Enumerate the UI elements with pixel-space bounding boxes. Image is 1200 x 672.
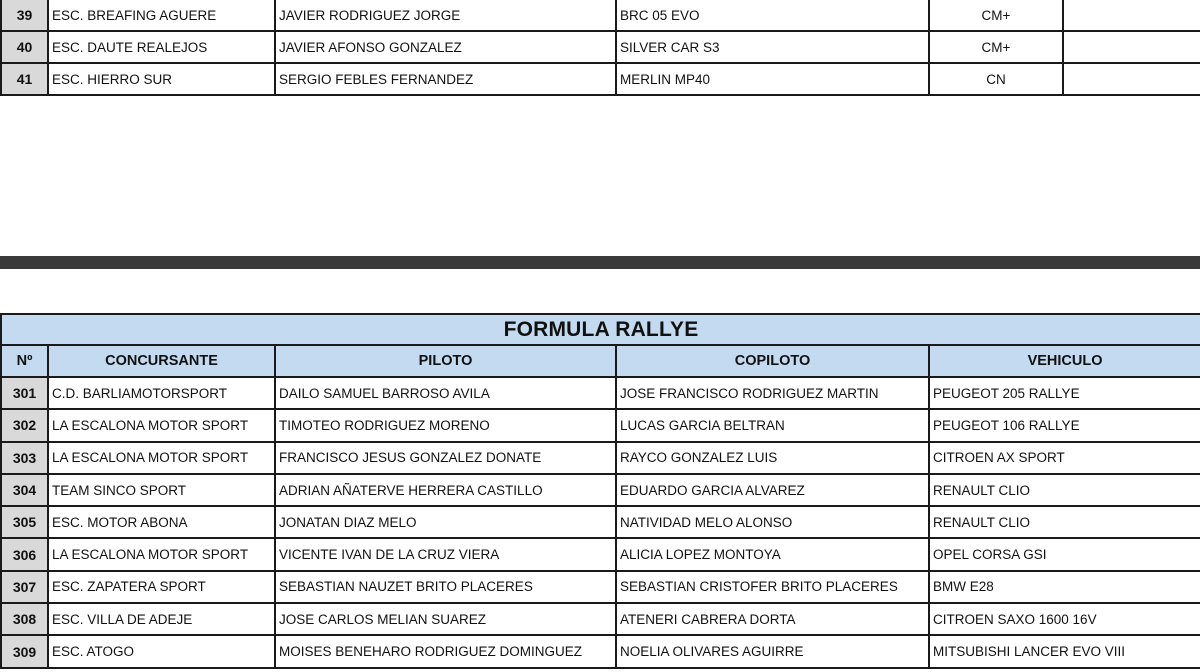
vehiculo-cell: PEUGEOT 106 RALLYE: [929, 409, 1200, 441]
table-row: [1, 442, 1200, 474]
concursante-cell: ESC. ZAPATERA SPORT: [48, 571, 275, 603]
concursante-cell: ESC. BREAFING AGUERE: [48, 0, 275, 31]
piloto-cell: JOSE CARLOS MELIAN SUAREZ: [275, 603, 616, 635]
table-title-row: [1, 314, 1200, 345]
piloto-cell: SERGIO FEBLES FERNANDEZ: [275, 63, 616, 95]
copiloto-cell: NATIVIDAD MELO ALONSO: [616, 506, 929, 538]
entry-number: 307: [1, 571, 48, 603]
vehiculo-cell: CITROEN SAXO 1600 16V: [929, 603, 1200, 635]
section-title: FORMULA RALLYE: [1, 314, 1200, 345]
header-concursante: CONCURSANTE: [48, 345, 275, 377]
concursante-cell: LA ESCALONA MOTOR SPORT: [48, 409, 275, 441]
piloto-cell: JAVIER RODRIGUEZ JORGE: [275, 0, 616, 31]
table-row: [1, 506, 1200, 538]
vehiculo-cell: CITROEN AX SPORT: [929, 442, 1200, 474]
table-row: [1, 571, 1200, 603]
copiloto-cell: RAYCO GONZALEZ LUIS: [616, 442, 929, 474]
copiloto-cell: ATENERI CABRERA DORTA: [616, 603, 929, 635]
vehiculo-cell: SILVER CAR S3: [616, 31, 929, 63]
section-divider: [0, 256, 1200, 269]
concursante-cell: LA ESCALONA MOTOR SPORT: [48, 442, 275, 474]
piloto-cell: JAVIER AFONSO GONZALEZ: [275, 31, 616, 63]
header-num: Nº: [1, 345, 48, 377]
table-row: [1, 0, 1200, 31]
copiloto-cell: ALICIA LOPEZ MONTOYA: [616, 538, 929, 570]
entry-number: 302: [1, 409, 48, 441]
entry-number: 309: [1, 635, 48, 667]
entry-number: 304: [1, 474, 48, 506]
concursante-cell: ESC. MOTOR ABONA: [48, 506, 275, 538]
entry-number: 308: [1, 603, 48, 635]
table-row: [1, 635, 1200, 667]
piloto-cell: TIMOTEO RODRIGUEZ MORENO: [275, 409, 616, 441]
empty-cell: [1063, 63, 1200, 95]
vehiculo-cell: BMW E28: [929, 571, 1200, 603]
table-row: [1, 538, 1200, 570]
piloto-cell: ADRIAN AÑATERVE HERRERA CASTILLO: [275, 474, 616, 506]
table-row: [1, 63, 1200, 95]
header-row: [1, 345, 1200, 377]
vehiculo-cell: RENAULT CLIO: [929, 506, 1200, 538]
copiloto-cell: SEBASTIAN CRISTOFER BRITO PLACERES: [616, 571, 929, 603]
entry-number: 301: [1, 377, 48, 409]
piloto-cell: VICENTE IVAN DE LA CRUZ VIERA: [275, 538, 616, 570]
piloto-cell: DAILO SAMUEL BARROSO AVILA: [275, 377, 616, 409]
empty-cell: [1063, 31, 1200, 63]
empty-cell: [1063, 0, 1200, 31]
concursante-cell: TEAM SINCO SPORT: [48, 474, 275, 506]
class-cell: CN: [929, 63, 1063, 95]
table-row: [1, 31, 1200, 63]
table-row: [1, 409, 1200, 441]
concursante-cell: ESC. DAUTE REALEJOS: [48, 31, 275, 63]
entry-number: 305: [1, 506, 48, 538]
concursante-cell: ESC. HIERRO SUR: [48, 63, 275, 95]
piloto-cell: MOISES BENEHARO RODRIGUEZ DOMINGUEZ: [275, 635, 616, 667]
entry-number: 40: [1, 31, 48, 63]
class-cell: CM+: [929, 0, 1063, 31]
piloto-cell: SEBASTIAN NAUZET BRITO PLACERES: [275, 571, 616, 603]
vehiculo-cell: MITSUBISHI LANCER EVO VIII: [929, 635, 1200, 667]
copiloto-cell: NOELIA OLIVARES AGUIRRE: [616, 635, 929, 667]
formula-rallye-table: [0, 313, 1200, 669]
entry-list-table: [0, 0, 1200, 96]
copiloto-cell: EDUARDO GARCIA ALVAREZ: [616, 474, 929, 506]
copiloto-cell: LUCAS GARCIA BELTRAN: [616, 409, 929, 441]
vehiculo-cell: BRC 05 EVO: [616, 0, 929, 31]
vehiculo-cell: OPEL CORSA GSI: [929, 538, 1200, 570]
vehiculo-cell: RENAULT CLIO: [929, 474, 1200, 506]
entry-number: 306: [1, 538, 48, 570]
concursante-cell: ESC. VILLA DE ADEJE: [48, 603, 275, 635]
concursante-cell: C.D. BARLIAMOTORSPORT: [48, 377, 275, 409]
table-row: [1, 603, 1200, 635]
piloto-cell: FRANCISCO JESUS GONZALEZ DONATE: [275, 442, 616, 474]
vehiculo-cell: MERLIN MP40: [616, 63, 929, 95]
entry-number: 303: [1, 442, 48, 474]
entry-number: 41: [1, 63, 48, 95]
header-piloto: PILOTO: [275, 345, 616, 377]
piloto-cell: JONATAN DIAZ MELO: [275, 506, 616, 538]
vehiculo-cell: PEUGEOT 205 RALLYE: [929, 377, 1200, 409]
copiloto-cell: JOSE FRANCISCO RODRIGUEZ MARTIN: [616, 377, 929, 409]
header-vehiculo: VEHICULO: [929, 345, 1200, 377]
entry-number: 39: [1, 0, 48, 31]
class-cell: CM+: [929, 31, 1063, 63]
concursante-cell: ESC. ATOGO: [48, 635, 275, 667]
table-row: [1, 377, 1200, 409]
table-row: [1, 474, 1200, 506]
header-copiloto: COPILOTO: [616, 345, 929, 377]
concursante-cell: LA ESCALONA MOTOR SPORT: [48, 538, 275, 570]
